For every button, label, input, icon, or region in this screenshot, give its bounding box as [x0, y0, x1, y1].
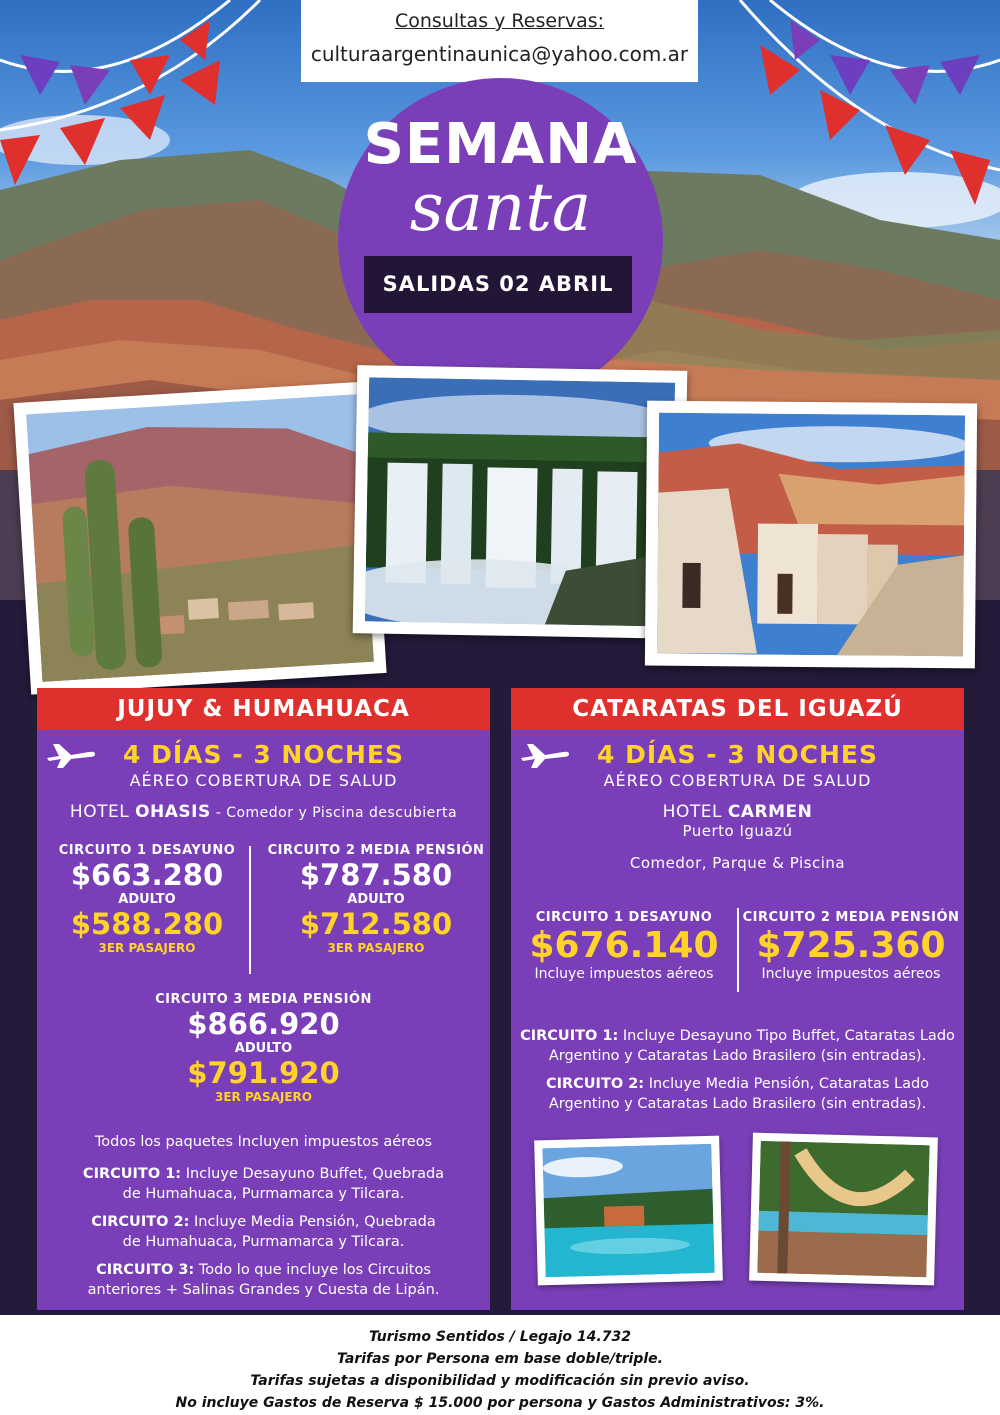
- photo-hotel-hammock: [749, 1133, 938, 1286]
- photo-humahuaca-cactus: [13, 381, 386, 694]
- hotel-amenities: Comedor, Parque & Piscina: [629, 854, 846, 872]
- hotel-name: OHASIS: [135, 802, 211, 822]
- contact-box: [301, 0, 698, 82]
- taxes-note: Todos los paquetes Incluyen impuestos aéreos: [94, 1134, 433, 1150]
- third-passenger-price: $791.920: [187, 1056, 340, 1090]
- photo-purmamarca-street: [645, 401, 977, 669]
- adult-price: $787.580: [299, 858, 453, 892]
- circuit-label: CIRCUITO 2 MEDIA PENSIÓN: [267, 843, 485, 858]
- price-note: Incluye impuestos aéreos: [761, 966, 941, 982]
- airplane-icon: [519, 738, 571, 770]
- adult-price: $866.920: [187, 1007, 340, 1041]
- circuit-1-desc: CIRCUITO 1: Incluye Desayuno Buffet, Quebrada de Humahuaca, Purmamarca y Tilcara.: [82, 1166, 445, 1202]
- third-passenger-label: 3ER PASAJERO: [98, 941, 196, 955]
- footer: [0, 1315, 1000, 1415]
- third-passenger-price: $588.280: [70, 907, 224, 941]
- pool-image: [542, 1144, 714, 1277]
- hotel-prefix: HOTEL: [662, 802, 728, 822]
- circuit-2-prices: [741, 910, 961, 982]
- hotel-amenities: - Comedor y Piscina descubierta: [210, 805, 458, 821]
- adult-price: $663.280: [70, 858, 224, 892]
- hotel-prefix: HOTEL: [69, 802, 136, 822]
- third-passenger-label: 3ER PASAJERO: [215, 1090, 312, 1104]
- package-price: $676.140: [529, 925, 719, 966]
- footer-legajo: Turismo Sentidos / Legajo 14.732: [369, 1329, 631, 1345]
- circuit-1-prices: [42, 843, 252, 955]
- third-passenger-price: $712.580: [299, 907, 453, 941]
- hotel-line: [37, 802, 490, 822]
- package-jujuy: [37, 688, 490, 1310]
- package-price: $725.360: [756, 925, 946, 966]
- footer-availability: Tarifas sujetas a disponibilidad y modificación sin previo aviso.: [250, 1373, 750, 1389]
- title-santa: santa: [409, 169, 592, 246]
- circuit-label: CIRCUITO 1 DESAYUNO: [58, 843, 236, 858]
- circuit-label: CIRCUITO 3 MEDIA PENSIÓN: [155, 992, 372, 1007]
- duration: 4 DÍAS - 3 NOCHES: [123, 740, 404, 769]
- hotel-line: [511, 802, 964, 822]
- circuit-2-desc: CIRCUITO 2: Incluye Media Pensión, Quebrada de Humahuaca, Purmamarca y Tilcara.: [91, 1214, 436, 1250]
- contact-email[interactable]: culturaargentinaunica@yahoo.com.ar: [310, 42, 689, 66]
- title-semana: SEMANA: [363, 112, 638, 177]
- adult-label: ADULTO: [347, 892, 405, 907]
- hotel-city: Puerto Iguazú: [682, 822, 793, 840]
- price-note: Incluye impuestos aéreos: [534, 966, 714, 982]
- circuit-3-prices: [37, 992, 490, 1104]
- photo-hotel-pool: [534, 1136, 723, 1286]
- footer-fees: No incluye Gastos de Reserva $ 15.000 por persona y Gastos Administrativos: 3%.: [175, 1395, 825, 1411]
- adult-label: ADULTO: [118, 892, 176, 907]
- circuit-2-desc: CIRCUITO 2: Incluye Media Pensión, Cataratas Lado Argentino y Cataratas Lado Brasilero (sin entradas).: [545, 1076, 930, 1112]
- airplane-icon: [45, 738, 97, 770]
- adult-label: ADULTO: [234, 1041, 293, 1056]
- package-iguazu: [511, 688, 964, 1310]
- package-iguazu-header: CATARATAS DEL IGUAZÚ: [511, 688, 964, 730]
- waterfall-image: [365, 377, 675, 626]
- cactus-landscape-image: [26, 394, 374, 682]
- third-passenger-label: 3ER PASAJERO: [327, 941, 425, 955]
- photo-iguazu-falls: [353, 365, 688, 639]
- circuit-2-prices: [265, 843, 487, 955]
- title-circle: [338, 78, 663, 403]
- footer-rates-basis: Tarifas por Persona em base doble/triple.: [337, 1351, 663, 1367]
- hammock-image: [757, 1141, 929, 1277]
- contact-heading: Consultas y Reservas:: [394, 10, 605, 32]
- circuit-1-desc: CIRCUITO 1: Incluye Desayuno Tipo Buffet, Cataratas Lado Argentino y Cataratas Lado Brasilero (sin entradas).: [520, 1028, 955, 1064]
- hotel-name: CARMEN: [727, 802, 813, 822]
- includes-air: AÉREO COBERTURA DE SALUD: [129, 771, 398, 790]
- package-jujuy-header: JUJUY & HUMAHUACA: [37, 688, 490, 730]
- circuit-label: CIRCUITO 2 MEDIA PENSIÓN: [742, 910, 960, 925]
- village-street-image: [657, 413, 965, 657]
- divider: [737, 908, 739, 992]
- circuit-label: CIRCUITO 1 DESAYUNO: [535, 910, 713, 925]
- circuit-3-desc: CIRCUITO 3: Todo lo que incluye los Circuitos anteriores + Salinas Grandes y Cuesta de Lipán.: [87, 1262, 440, 1298]
- salidas-banner: SALIDAS 02 ABRIL: [364, 256, 632, 313]
- circuit-descriptions: [511, 1026, 964, 1114]
- includes-air: AÉREO COBERTURA DE SALUD: [603, 771, 872, 790]
- circuit-descriptions: [37, 1132, 490, 1300]
- divider: [249, 846, 251, 974]
- circuit-1-prices: [514, 910, 734, 982]
- duration: 4 DÍAS - 3 NOCHES: [597, 740, 878, 769]
